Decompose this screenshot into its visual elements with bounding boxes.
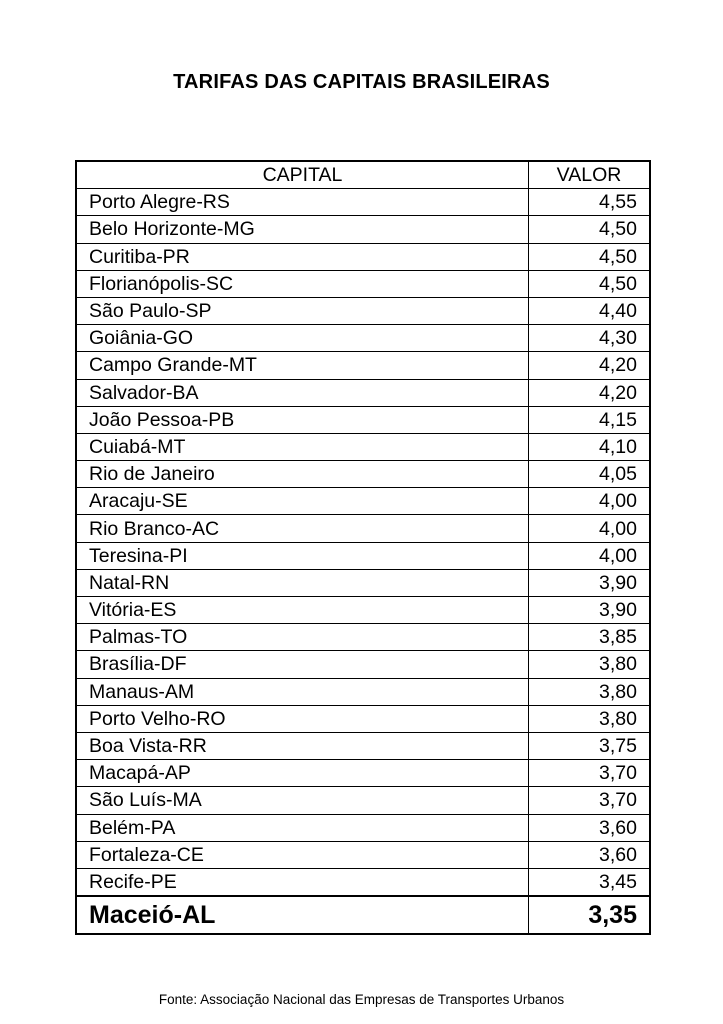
capital-cell: Brasília-DF	[76, 651, 529, 678]
fare-value-cell: 3,70	[529, 787, 651, 814]
table-row	[76, 542, 650, 569]
capital-cell: Porto Velho-RO	[76, 705, 529, 732]
fare-value-cell: 4,00	[529, 488, 651, 515]
fare-value-cell: 4,30	[529, 325, 651, 352]
fare-value-cell: 4,40	[529, 297, 651, 324]
highlighted-row	[76, 896, 650, 934]
source-note: Fonte: Associação Nacional das Empresas de Transportes Urbanos	[158, 992, 565, 1007]
fare-value-cell: 4,50	[529, 216, 651, 243]
table-row	[76, 732, 650, 759]
table-row	[76, 814, 650, 841]
fare-value-cell: 3,85	[529, 624, 651, 651]
table-header-row	[76, 161, 650, 189]
fares-table	[75, 160, 651, 935]
table-row	[76, 705, 650, 732]
table-row	[76, 678, 650, 705]
table-row	[76, 433, 650, 460]
capital-cell: Belém-PA	[76, 814, 529, 841]
table-row	[76, 760, 650, 787]
table-row	[76, 243, 650, 270]
capital-cell: Cuiabá-MT	[76, 433, 529, 460]
fare-value-cell: 4,20	[529, 379, 651, 406]
fare-value-cell: 3,90	[529, 597, 651, 624]
fare-value-cell: 3,90	[529, 569, 651, 596]
capital-cell: Boa Vista-RR	[76, 732, 529, 759]
table-row	[76, 461, 650, 488]
column-header-value: VALOR	[529, 161, 651, 189]
table-row	[76, 297, 650, 324]
fare-value-cell: 3,45	[529, 868, 651, 896]
table-row	[76, 569, 650, 596]
fare-value-cell: 4,50	[529, 243, 651, 270]
capital-cell: João Pessoa-PB	[76, 406, 529, 433]
capital-cell: Porto Alegre-RS	[76, 189, 529, 216]
table-row	[76, 352, 650, 379]
table-row	[76, 379, 650, 406]
capital-cell: São Paulo-SP	[76, 297, 529, 324]
table-row	[76, 515, 650, 542]
table-row	[76, 406, 650, 433]
fare-value-cell: 4,15	[529, 406, 651, 433]
fare-value-cell: 4,50	[529, 270, 651, 297]
capital-cell: Manaus-AM	[76, 678, 529, 705]
capital-cell: Rio de Janeiro	[76, 461, 529, 488]
capital-cell: Curitiba-PR	[76, 243, 529, 270]
table-row	[76, 270, 650, 297]
capital-cell: Campo Grande-MT	[76, 352, 529, 379]
fare-value-cell: 3,60	[529, 841, 651, 868]
fare-value-cell: 3,80	[529, 651, 651, 678]
capital-cell: Fortaleza-CE	[76, 841, 529, 868]
fare-value-cell: 3,60	[529, 814, 651, 841]
table-row	[76, 651, 650, 678]
capital-cell: Rio Branco-AC	[76, 515, 529, 542]
table-row	[76, 624, 650, 651]
fares-table-body	[76, 189, 650, 934]
capital-cell: Salvador-BA	[76, 379, 529, 406]
table-row	[76, 216, 650, 243]
capital-cell: Recife-PE	[76, 868, 529, 896]
highlighted-fare-value-cell: 3,35	[529, 896, 651, 934]
table-row	[76, 325, 650, 352]
fare-value-cell: 4,20	[529, 352, 651, 379]
capital-cell: Natal-RN	[76, 569, 529, 596]
table-row	[76, 841, 650, 868]
fare-value-cell: 3,80	[529, 705, 651, 732]
fare-value-cell: 4,05	[529, 461, 651, 488]
fare-value-cell: 4,55	[529, 189, 651, 216]
table-row	[76, 868, 650, 896]
table-row	[76, 189, 650, 216]
capital-cell: Teresina-PI	[76, 542, 529, 569]
fare-value-cell: 3,75	[529, 732, 651, 759]
column-header-capital: CAPITAL	[76, 161, 529, 189]
capital-cell: Florianópolis-SC	[76, 270, 529, 297]
fare-value-cell: 4,00	[529, 515, 651, 542]
table-row	[76, 488, 650, 515]
capital-cell: Vitória-ES	[76, 597, 529, 624]
capital-cell: Belo Horizonte-MG	[76, 216, 529, 243]
table-row	[76, 787, 650, 814]
capital-cell: São Luís-MA	[76, 787, 529, 814]
fare-value-cell: 4,00	[529, 542, 651, 569]
table-row	[76, 597, 650, 624]
capital-cell: Aracaju-SE	[76, 488, 529, 515]
capital-cell: Macapá-AP	[76, 760, 529, 787]
fare-value-cell: 3,80	[529, 678, 651, 705]
highlighted-capital-cell: Maceió-AL	[76, 896, 529, 934]
capital-cell: Goiânia-GO	[76, 325, 529, 352]
fare-value-cell: 3,70	[529, 760, 651, 787]
capital-cell: Palmas-TO	[76, 624, 529, 651]
fare-value-cell: 4,10	[529, 433, 651, 460]
document-title: TARIFAS DAS CAPITAIS BRASILEIRAS	[173, 71, 550, 93]
